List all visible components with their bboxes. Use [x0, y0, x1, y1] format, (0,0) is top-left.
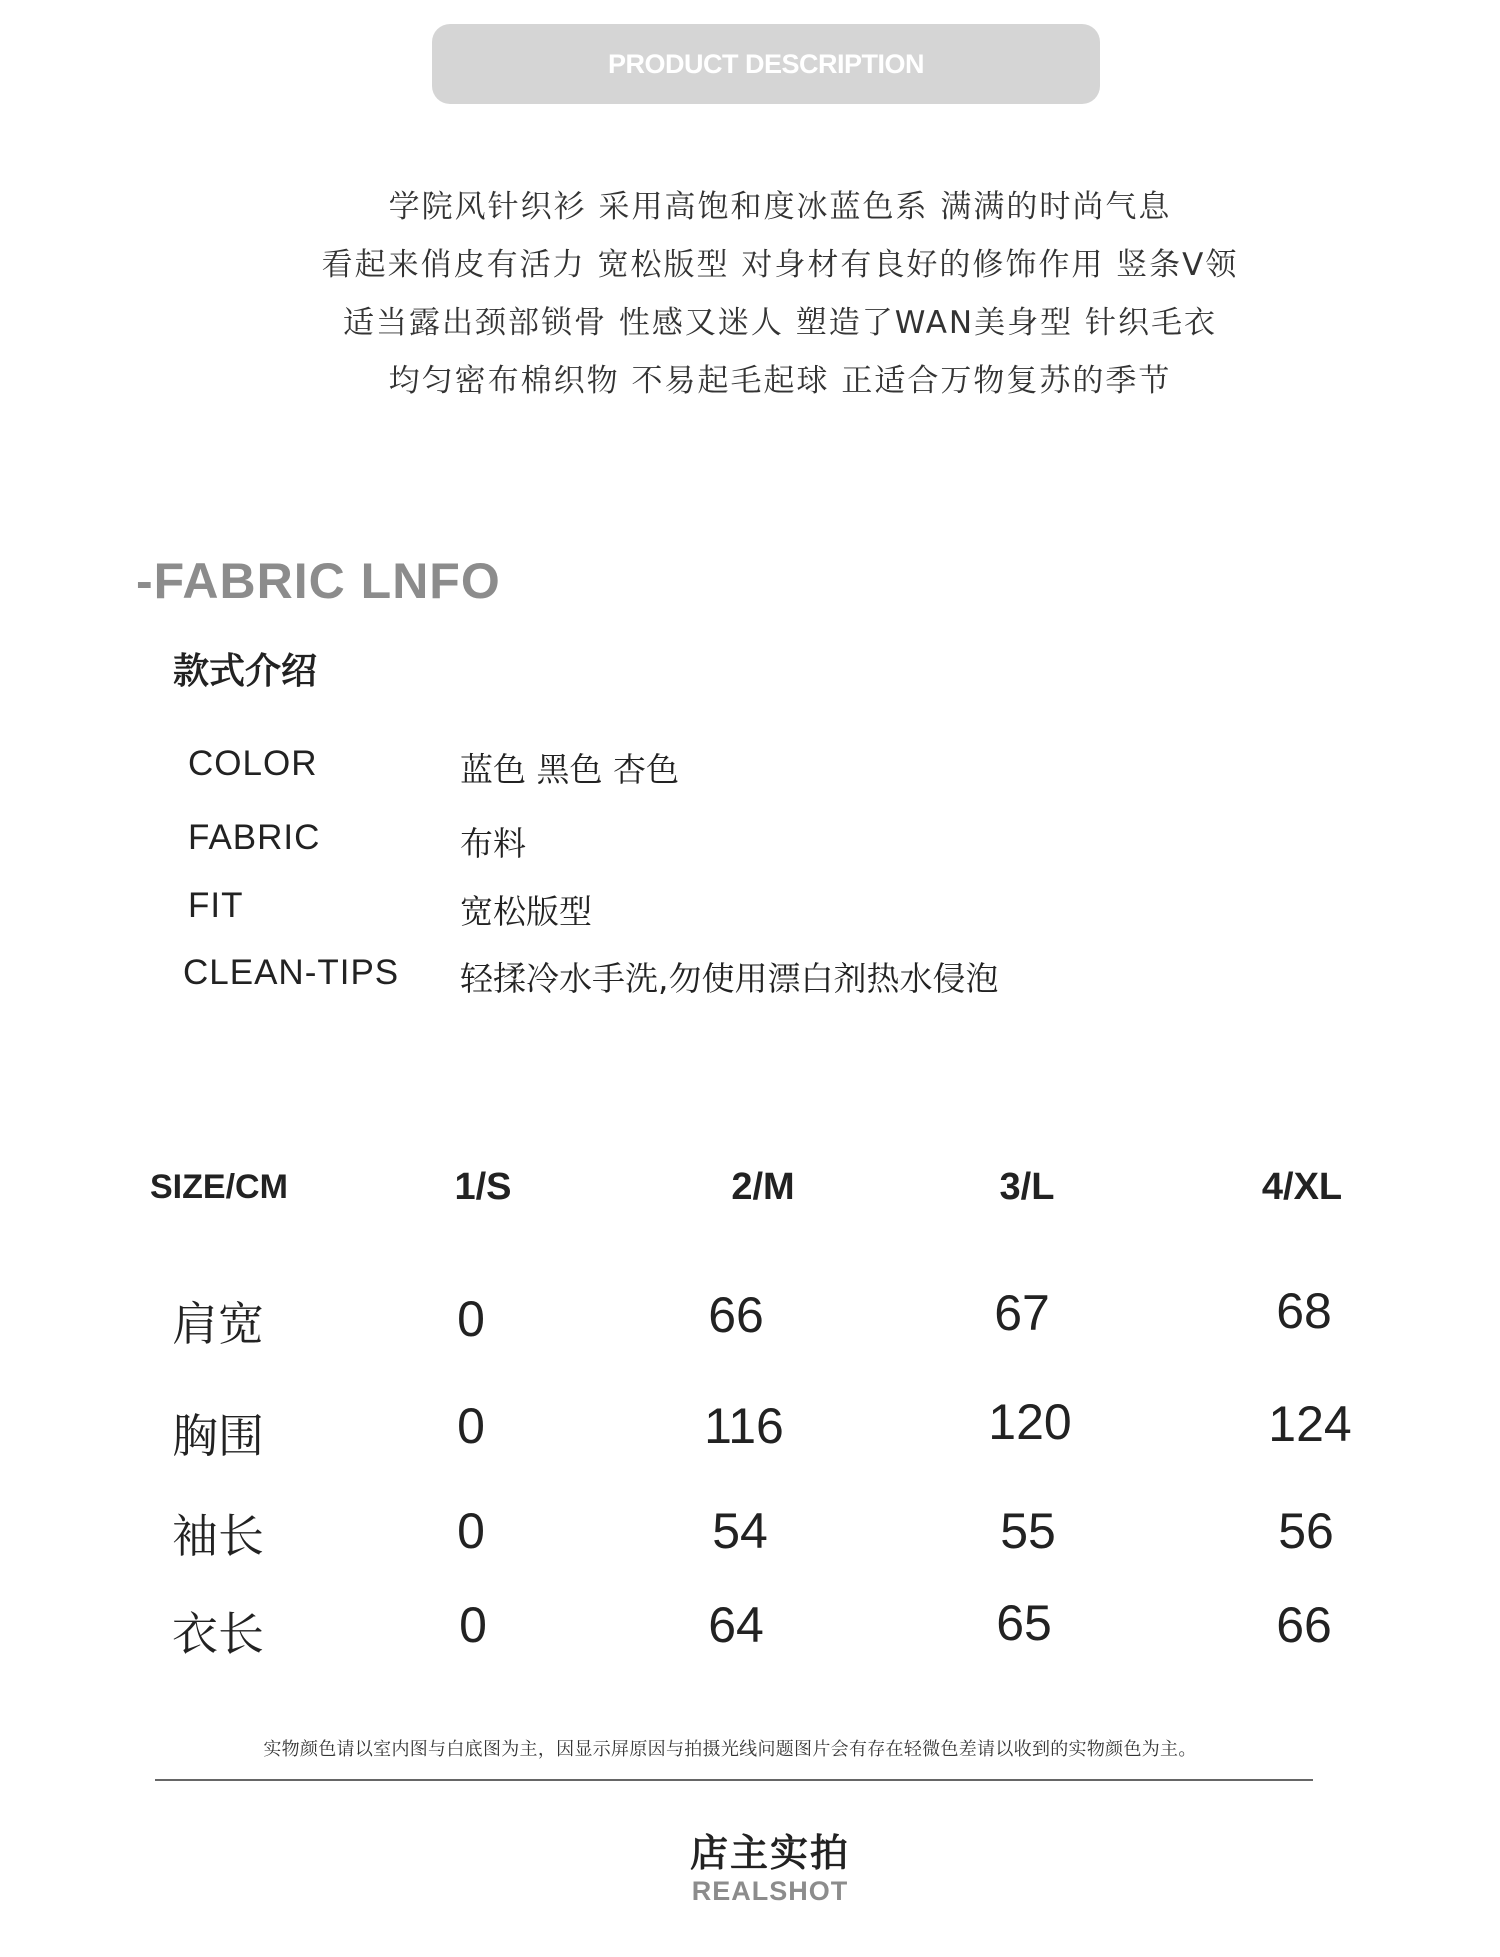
size-header-cell: 2/M [731, 1166, 795, 1208]
size-header-cell: 4/XL [1261, 1166, 1343, 1208]
size-row-label: 胸围 [172, 1409, 264, 1463]
section-divider [155, 1779, 1313, 1781]
size-header-cell: 1/S [454, 1166, 512, 1208]
size-cell: 54 [712, 1503, 768, 1559]
size-cell: 120 [988, 1394, 1072, 1450]
size-cell: 67 [994, 1285, 1050, 1341]
size-cell: 65 [996, 1595, 1052, 1651]
size-row-label: 衣长 [172, 1607, 264, 1661]
size-cell: 64 [708, 1597, 764, 1653]
description-line: 适当露出颈部锁骨 性感又迷人 塑造了WAN美身型 针织毛衣 [343, 305, 1217, 341]
spec-label: FABRIC [188, 818, 321, 857]
description-line: 学院风针织衫 采用高饱和度冰蓝色系 满满的时尚气息 [388, 189, 1172, 225]
realshot-subtitle: REALSHOT [691, 1876, 849, 1906]
size-cell: 124 [1268, 1396, 1352, 1452]
size-cell: 66 [708, 1287, 764, 1343]
spec-label: COLOR [188, 744, 318, 783]
size-row-label: 袖长 [172, 1509, 264, 1563]
spec-label: FIT [188, 886, 244, 925]
fabric-info-heading: -FABRIC LNFO [136, 553, 501, 609]
size-cell: 68 [1276, 1283, 1332, 1339]
realshot-title: 店主实拍 [689, 1831, 850, 1875]
size-cell: 116 [704, 1398, 784, 1454]
size-cell: 0 [457, 1503, 485, 1559]
description-line: 看起来俏皮有活力 宽松版型 对身材有良好的修饰作用 竖条V领 [321, 247, 1239, 283]
spec-value: 轻揉冷水手洗,勿使用漂白剂热水侵泡 [460, 959, 999, 998]
size-header-cell: SIZE/CM [150, 1168, 288, 1206]
color-disclaimer-note: 实物颜色请以室内图与白底图为主，因显示屏原因与拍摄光线问题图片会有存在轻微色差请以收到的实物颜色为主。 [263, 1739, 1197, 1760]
spec-value: 蓝色 黑色 杏色 [460, 750, 679, 789]
size-cell: 0 [457, 1291, 485, 1347]
description-line: 均匀密布棉织物 不易起毛起球 正适合万物复苏的季节 [388, 363, 1172, 399]
spec-value: 宽松版型 [460, 892, 592, 931]
size-cell: 66 [1276, 1597, 1332, 1653]
spec-value: 布料 [460, 824, 526, 863]
banner-title: PRODUCT DESCRIPTION [607, 48, 925, 79]
size-cell: 56 [1278, 1503, 1334, 1559]
size-cell: 0 [459, 1597, 487, 1653]
spec-label: CLEAN-TIPS [183, 953, 400, 992]
size-cell: 55 [1000, 1503, 1056, 1559]
size-header-cell: 3/L [999, 1166, 1055, 1208]
size-row-label: 肩宽 [172, 1297, 264, 1351]
size-cell: 0 [457, 1398, 485, 1454]
style-intro-heading: 款式介绍 [173, 651, 318, 692]
